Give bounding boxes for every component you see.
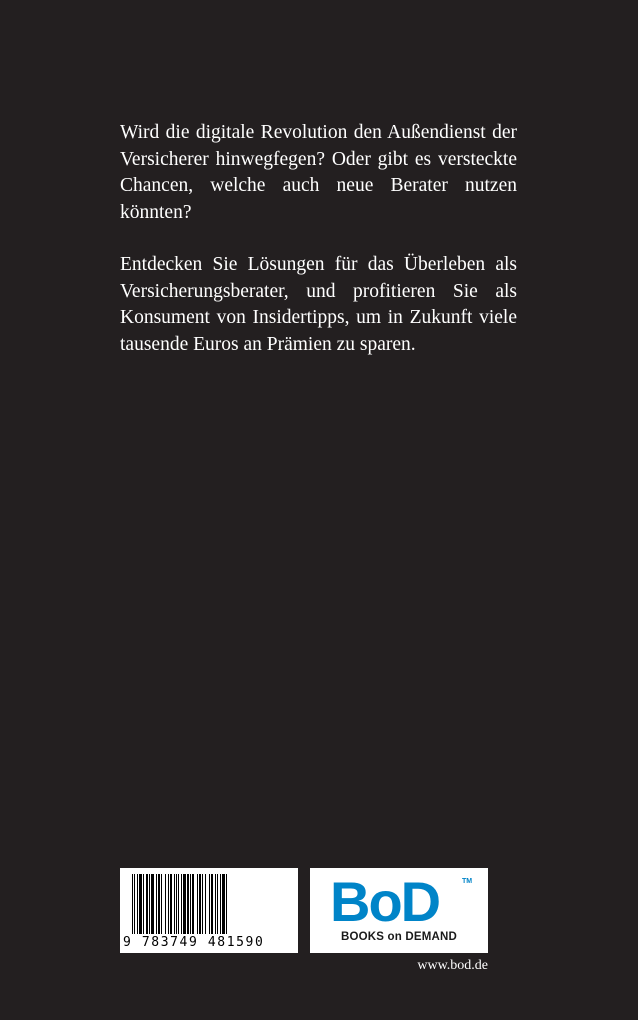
publisher-tagline: BOOKS on DEMAND	[340, 931, 458, 943]
trademark-mark: TM	[462, 878, 473, 885]
isbn-barcode	[120, 868, 298, 953]
isbn-digits: 9 783749 481590	[123, 935, 265, 950]
back-cover-blurb	[120, 120, 517, 384]
barcode-bars	[130, 874, 288, 934]
blurb-paragraph-1: Wird die digitale Revolution den Außendienst der Versicherer hinwegfegen? Oder gibt es versteckte Chancen, welche auch neue Berater nutzen könnten?	[120, 122, 517, 223]
publisher-url: www.bod.de	[417, 958, 488, 973]
blurb-paragraph-2: Entdecken Sie Lösungen für das Überleben als Versicherungsberater, und profitieren Sie als Konsument von Insidertipps, um in Zukunft viele tausende Euros an Prämien zu sparen.	[120, 254, 517, 355]
bod-logo-text: BoD	[330, 870, 440, 933]
publisher-logo	[310, 868, 488, 953]
